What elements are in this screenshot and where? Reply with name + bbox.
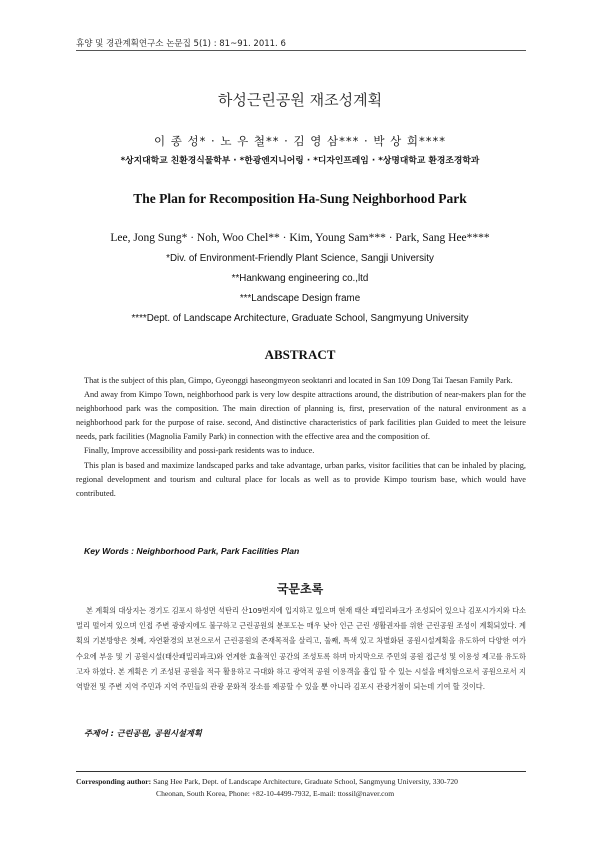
korean-authors: 이 종 성* · 노 우 철** · 김 영 삼*** · 박 상 희**** [154,134,446,148]
footnote-line-2: Cheonan, South Korea, Phone: +82-10-4499-7932, E-mail: ttossil@naver.com [156,789,395,798]
header-rule [76,50,526,51]
korean-abstract-heading: 국문초록 [276,582,324,596]
keywords: Key Words : Neighborhood Park, Park Facilities Plan [84,546,300,556]
english-affiliation-3: ***Landscape Design frame [239,293,361,304]
abstract-paragraph: This plan is based and maximize landscaped parks and take advantage, urban parks, visitor facilities that can be inhaled by placing, regional development and tourism and cultural place for locals as well as to provide Kimpo tourism base, which would have contributed. [76,460,526,498]
footnote-label: Corresponding author: [76,777,152,786]
korean-abstract-body [76,603,526,694]
english-title: The Plan for Recomposition Ha-Sung Neighborhood Park [133,191,467,206]
abstract-paragraph: And away from Kimpo Town, neighborhood park is very low despite attractions around, the distribution of near-makers plan for the neighborhood park was the composition. The main direction of planning is, first, preservation of the natural environment as a neighborhood park for the purpose of raise. second, And distinctive characteristics of park facilities plan Guided to meet the leisure needs, park facilities (Magnolia Family Park) in connection with the effective area and the composition of. [76,390,526,442]
korean-affiliations: *상지대학교 친환경식물학부 · *한광엔지니어링 · *디자인프레임 · *상명대학교 환경조경학과 [120,156,480,166]
footnote-line-1: Sang Hee Park, Dept. of Landscape Architecture, Graduate School, Sangmyung University, 330-720 [153,777,458,786]
english-affiliation-4: ****Dept. of Landscape Architecture, Graduate School, Sangmyung University [131,313,469,324]
english-authors: Lee, Jong Sung* · Noh, Woo Chel** · Kim, Young Sam*** · Park, Sang Hee**** [110,232,490,244]
korean-abstract-paragraph: 본 계획의 대상지는 경기도 김포시 하성면 석탄리 산109번지에 입지하고 있으며 현재 태산 패밀리파크가 조성되어 있으나 김포시가지와 다소 멀리 떨어져 있으며 인접 주변 광광지에도 불구하고 근린공원의 분포도는 매우 낮아 인근 근린 생활권자를 위한 근린공원 조성이 계획되었다. 계획의 기본방향은 첫째, 자연환경의 보전으로서 근린공원의 존재목적을 살리고, 둘째, 특색 있고 차별화된 공원시설계획을 유도하여 다양한 여가수요에 부응 및 기 공원시설(태산패밀리파크)와 연계한 효율적인 공간의 조성토록 하며 마지막으로 주민의 공원 접근성 및 이용성 제고를 유도하고자 하였다. 본 계획은 기 조성된 공원을 적극 활용하고 극대화 하고 광역적 공원 이용객을 흡입 할 수 있는 시설을 배치함으로서 공원으로서 지역발전 및 주변 지역 주민과 지역 주민들의 관광 문화적 장소를 제공할 수 있을 뿐 아니라 김포시 관광거점이 되는데 기여 할 것이다. [76,606,526,692]
footnote-rule [76,771,526,772]
abstract-paragraph: Finally, Improve accessibility and possi-park residents was to induce. [84,446,315,456]
journal-header: 휴양 및 경관계획연구소 논문집 5(1) : 81~91. 2011. 6 [76,39,286,49]
abstract-body [76,374,526,501]
english-affiliation-2: **Hankwang engineering co.,ltd [231,273,369,284]
korean-keywords: 주제어 : 근린공원, 공원시설계획 [84,728,202,738]
korean-title: 하성근린공원 재조성계획 [217,91,383,109]
abstract-heading: ABSTRACT [264,347,336,362]
english-affiliation-1: *Div. of Environment-Friendly Plant Science, Sangji University [166,253,434,264]
abstract-paragraph: That is the subject of this plan, Gimpo, Gyeonggi haseongmyeon seoktanri and located in San 109 Dong Tai Taesan Family Park. [84,376,513,385]
footnote [76,776,536,800]
